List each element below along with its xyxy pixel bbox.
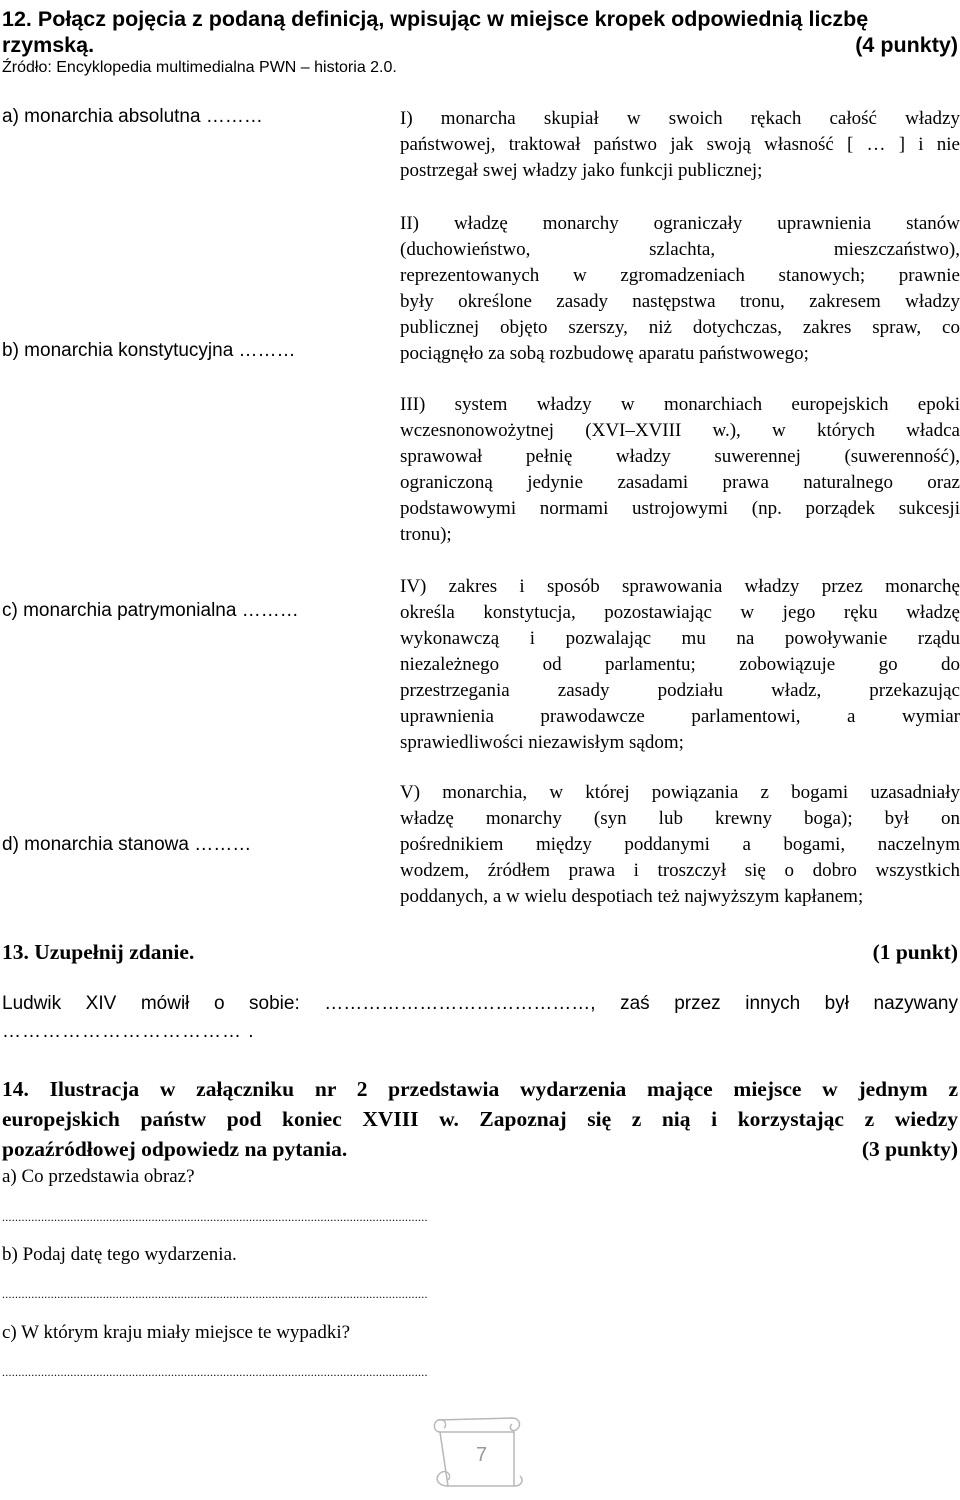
definition-line: V) monarchia, w której powiązania z bogami uzasadniały bbox=[400, 782, 960, 803]
q12-title-line1: 12. Połącz pojęcia z podaną definicją, wpisując w miejsce kropek odpowiednią liczbę bbox=[2, 7, 869, 31]
q14-answer-line-c[interactable]: ................................................................................................................................... bbox=[2, 1365, 428, 1379]
term-d: d) monarchia stanowa ……… bbox=[2, 834, 252, 855]
term-b: b) monarchia konstytucyjna ……… bbox=[2, 340, 296, 361]
definition-line: określa konstytucja, pozostawiając w jego ręku władzę bbox=[400, 602, 960, 623]
definition-II bbox=[400, 211, 960, 367]
definition-I bbox=[400, 106, 960, 184]
definition-line: podstawowymi normami ustrojowymi (np. porządek sukcesji bbox=[400, 498, 960, 519]
q12-points: (4 punkty) bbox=[855, 33, 958, 57]
q13-title: 13. Uzupełnij zdanie. bbox=[2, 940, 195, 964]
q14-title-line3: pozaźródłowej odpowiedz na pytania. bbox=[2, 1137, 348, 1161]
q12-title-line2: rzymską. bbox=[2, 33, 95, 57]
definition-line: wczesnonowożytnej (XVI–XVIII w.), w których władca bbox=[400, 420, 960, 441]
definition-line: IV) zakres i sposób sprawowania władzy przez monarchę bbox=[400, 576, 960, 597]
q14-answer-line-b[interactable]: ................................................................................................................................... bbox=[2, 1287, 428, 1301]
definition-line: reprezentowanych w zgromadzeniach stanowych; prawnie bbox=[400, 265, 960, 286]
q14-points: (3 punkty) bbox=[861, 1137, 958, 1161]
definition-line: II) władzę monarchy ograniczały uprawnienia stanów bbox=[400, 213, 960, 234]
definition-line: tronu); bbox=[400, 524, 452, 545]
q13-sentence-line2[interactable]: ……………………………… . bbox=[2, 1021, 255, 1042]
definition-line: ograniczoną jedynie zasadami prawa naturalnego oraz bbox=[400, 472, 960, 493]
definition-line: przestrzegania zasady podziału władz, przekazując bbox=[400, 680, 960, 701]
term-a: a) monarchia absolutna ……… bbox=[2, 106, 263, 127]
definition-line: pociągnęło za sobą rozbudowę aparatu państwowego; bbox=[400, 343, 809, 364]
q14-title-line2: europejskich państw pod koniec XVIII w. Zapoznaj się z nią i korzystając z wiedzy bbox=[2, 1107, 958, 1131]
definition-line: uprawnienia prawodawcze parlamentowi, a wymiar bbox=[400, 706, 960, 727]
q14-question-b: b) Podaj datę tego wydarzenia. bbox=[2, 1244, 237, 1265]
definition-line: państwowej, traktował państwo jak swoją własność [ … ] i nie bbox=[400, 134, 960, 155]
definition-line: sprawiedliwości niezawisłym sądom; bbox=[400, 732, 684, 753]
definition-line: były określone zasady następstwa tronu, zakresem władzy bbox=[400, 291, 960, 312]
definition-IV bbox=[400, 574, 960, 756]
definition-V bbox=[400, 780, 960, 910]
definition-line: (duchowieństwo, szlachta, mieszczaństwo), bbox=[400, 239, 960, 260]
q14-answer-line-a[interactable]: ................................................................................................................................... bbox=[2, 1210, 428, 1224]
definition-line: wodzem, źródłem prawa i troszczył się o dobro wszystkich bbox=[400, 860, 960, 881]
definition-line: władzę monarchy (syn lub krewny boga); był on bbox=[400, 808, 960, 829]
definition-line: sprawował pełnię władzy suwerennej (suwerenność), bbox=[400, 446, 960, 467]
term-c: c) monarchia patrymonialna ……… bbox=[2, 600, 299, 621]
q13-points: (1 punkt) bbox=[872, 940, 958, 964]
q12-source: Źródło: Encyklopedia multimedialna PWN – historia 2.0. bbox=[2, 59, 397, 76]
definition-line: publicznej objęto szerszy, niż dotychczas, zakres spraw, co bbox=[400, 317, 960, 338]
definition-III bbox=[400, 392, 960, 548]
definition-line: I) monarcha skupiał w swoich rękach całość władzy bbox=[400, 108, 960, 129]
definition-line: niezależnego od parlamentu; zobowiązuje go do bbox=[400, 654, 960, 675]
definition-line: III) system władzy w monarchiach europejskich epoki bbox=[400, 394, 960, 415]
definition-line: pośrednikiem między poddanymi a bogami, naczelnym bbox=[400, 834, 960, 855]
q14-question-c: c) W którym kraju miały miejsce te wypadki? bbox=[2, 1322, 351, 1343]
definition-line: wykonawczą i pozwalając mu na powoływanie rządu bbox=[400, 628, 960, 649]
q14-question-a: a) Co przedstawia obraz? bbox=[2, 1166, 195, 1187]
q14-title-line1: 14. Ilustracja w załączniku nr 2 przedstawia wydarzenia mające miejsce w jednym z bbox=[2, 1077, 958, 1101]
q13-sentence-line1[interactable]: Ludwik XIV mówił o sobie: ……………………………………, zaś przez innych był nazywany bbox=[2, 993, 958, 1014]
page-number: 7 bbox=[476, 1444, 488, 1466]
definition-line: postrzegał swej władzy jako funkcji publicznej; bbox=[400, 160, 763, 181]
definition-line: poddanych, a w wielu despotiach też najwyższym kapłanem; bbox=[400, 886, 864, 907]
